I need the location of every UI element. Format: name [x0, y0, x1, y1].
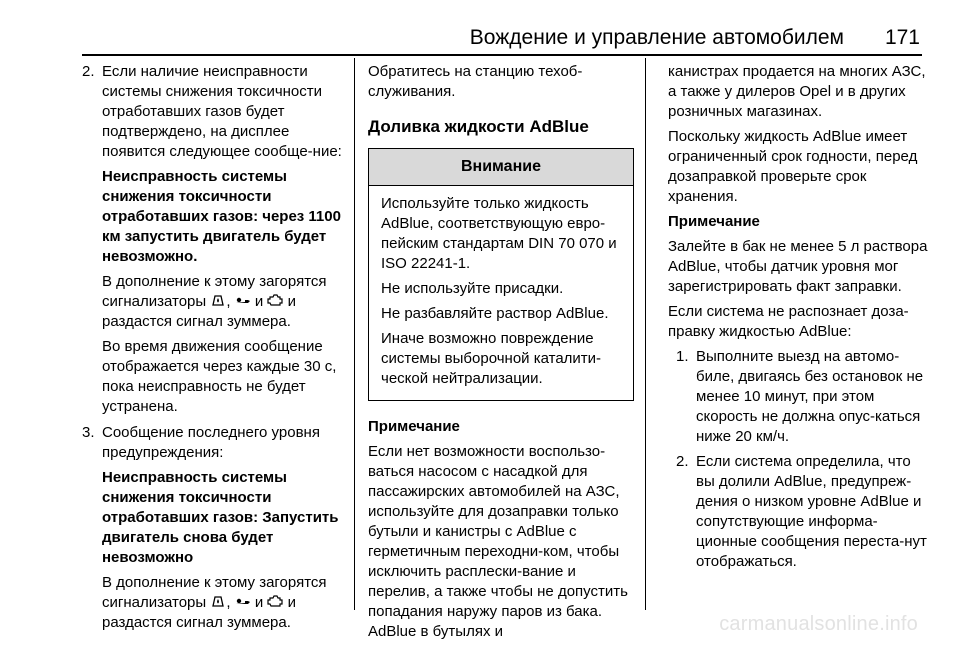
display-message: Неисправность системы снижения токсичности отработавших газов: Запустить двигатель снова будет невозможно [102, 469, 339, 566]
item-text: В дополнение к этому загорятся сигнализаторы , и и раздастся сигнал зуммера. [102, 273, 327, 330]
adblue-warning-icon [210, 593, 226, 609]
column-divider [645, 58, 646, 610]
wrench-icon [235, 292, 251, 308]
item-text: Если наличие неисправности системы снижения токсичности отработавших газов будет подтверждено, на дисплее появится следующее сообще-ние: [102, 63, 342, 160]
page-header [0, 0, 960, 58]
column-2 [368, 62, 634, 647]
page-number: 171 [884, 26, 920, 49]
display-message: Неисправность системы снижения токсичности отработавших газов: через 1100 км запустить двигатель будет невозможно. [102, 168, 341, 265]
warning-body [369, 186, 633, 400]
note-text: Если нет возможности воспользо-ваться насосом с насадкой для пассажирских автомобилей на АЗС, используйте для дозаправки только бутыли и канистры с AdBlue с герметичным переходни-ком, чтобы исключить расплески-вание и перелив, а также чтобы не допустить попадания наружу паров из бака. AdBlue в бутылях и [368, 443, 628, 640]
note-text: Залейте в бак не менее 5 л раствора AdBlue, чтобы датчик уровня мог зарегистрировать факт заправки. [668, 238, 928, 295]
warning-text: Не используйте присадки. [381, 280, 564, 297]
adblue-warning-icon [210, 292, 226, 308]
engine-check-icon [267, 593, 283, 609]
paragraph: Если система не распознает доза-правку жидкостью AdBlue: [668, 303, 909, 340]
warning-text: Не разбавляйте раствор AdBlue. [381, 305, 609, 322]
warning-title: Внимание [369, 149, 633, 186]
note-title: Примечание [368, 418, 460, 435]
column-divider [354, 58, 355, 610]
item-number: 2. [82, 63, 95, 80]
list-item [668, 347, 930, 447]
list-item [82, 423, 344, 633]
wrench-icon [235, 593, 251, 609]
intro-text: Обратитесь на станцию техоб-служивания. [368, 63, 583, 100]
item-text: Если система определила, что вы долили AdBlue, предупреж-дения о низком уровне AdBlue и сопутствующие информа-ционные сообщения переста-нут отображаться. [696, 453, 927, 570]
item-number: 1. [676, 348, 689, 365]
note-title: Примечание [668, 213, 760, 230]
list-item [82, 62, 344, 417]
watermark: carmanualsonline.info [719, 613, 918, 635]
column-3 [668, 62, 930, 577]
item-number: 3. [82, 424, 95, 441]
header-rule [82, 54, 922, 56]
paragraph: канистрах продается на многих АЗС, а также у дилеров Opel и в других розничных магазинах. [668, 63, 926, 120]
item-text: В дополнение к этому загорятся сигнализаторы , и и раздастся сигнал зуммера. [102, 574, 327, 631]
warning-text: Используйте только жидкость AdBlue, соответствующую евро-пейским стандартам DIN 70 070 и ISO 22241-1. [381, 195, 617, 272]
column-1 [82, 62, 344, 639]
engine-check-icon [267, 292, 283, 308]
header-title: Вождение и управление автомобилем [469, 26, 844, 49]
item-text: Выполните выезд на автомо-биле, двигаясь без остановок не менее 10 минут, при этом скорость не должна опус-каться ниже 20 км/ч. [696, 348, 924, 445]
warning-text: Иначе возможно повреждение системы выборочной каталити-ческой нейтрализации. [381, 330, 602, 387]
item-number: 2. [676, 453, 689, 470]
paragraph: Поскольку жидкость AdBlue имеет ограниченный срок годности, перед дозаправкой проверьте срок хранения. [668, 128, 918, 205]
section-heading: Доливка жидкости AdBlue [368, 117, 589, 136]
item-text: Во время движения сообщение отображается через каждые 30 с, пока неисправность не будет устранена. [102, 338, 337, 415]
list-item [668, 452, 930, 572]
warning-box [368, 148, 634, 401]
item-text: Сообщение последнего уровня предупреждения: [102, 424, 320, 461]
